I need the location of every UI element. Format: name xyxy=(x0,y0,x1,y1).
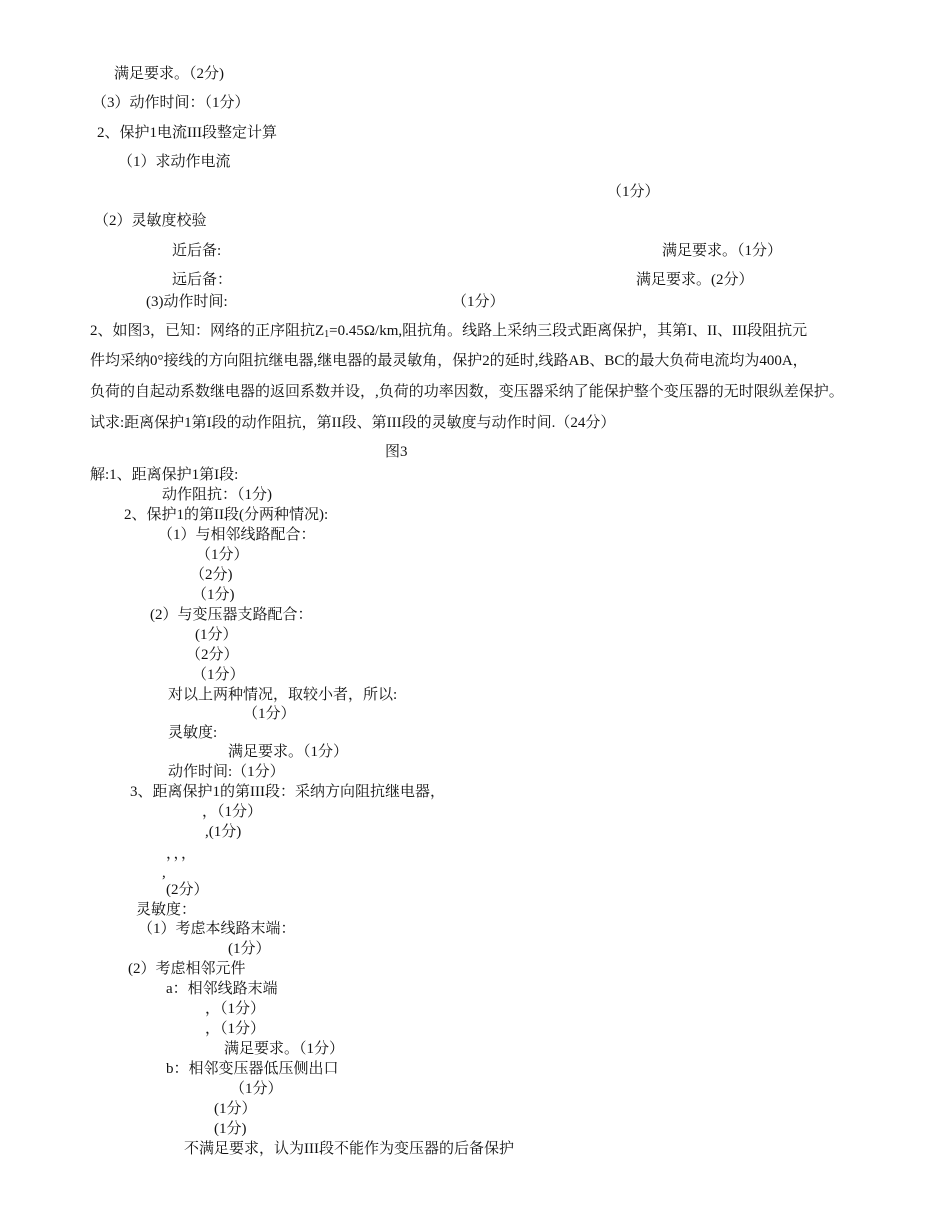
score-note: (1分) xyxy=(214,1121,247,1137)
solution-line: 3、距离保护1的第III段：采纳方向阻抗继电器， xyxy=(130,784,445,800)
score-note: (1分） xyxy=(228,941,271,957)
solution-line: ，，， xyxy=(166,846,197,862)
solution-line: b：相邻变压器低压侧出口 xyxy=(166,1061,339,1077)
solution-line: 灵敏度: xyxy=(168,725,218,741)
solution-line: (2）与变压器支路配合： xyxy=(150,607,313,623)
score-note: (2分） xyxy=(166,882,209,898)
score-note: ，（1分） xyxy=(205,1021,266,1037)
text-line: 远后备： xyxy=(172,272,233,288)
solution-line: a：相邻线路末端 xyxy=(166,981,278,997)
score-note: ，（1分） xyxy=(205,1001,266,1017)
text-line: （2）灵敏度校验 xyxy=(94,213,207,229)
score-note: ，（1分） xyxy=(202,804,263,820)
solution-line: 2、保护1的第II段(分两种情况): xyxy=(124,507,329,523)
score-note: ,(1分) xyxy=(205,824,242,840)
text-line: (3)动作时间: xyxy=(146,294,228,310)
score-note: （1分） xyxy=(230,1081,283,1097)
score-note: （1分) xyxy=(192,587,235,603)
solution-line: 对以上两种情况，取较小者，所以: xyxy=(168,687,398,703)
solution-line: 满足要求。（1分） xyxy=(224,1041,345,1057)
text-line: （1）求动作电流 xyxy=(118,154,231,170)
solution-line: , xyxy=(162,865,166,881)
figure-caption: 图3 xyxy=(385,444,408,460)
text-line: 近后备: xyxy=(172,243,222,259)
text-line: 满足要求。（2分) xyxy=(114,66,224,82)
score-note: （1分） xyxy=(607,184,660,200)
conclusion-line: 不满足要求，认为III段不能作为变压器的后备保护 xyxy=(184,1141,514,1157)
solution-line: （1）与相邻线路配合： xyxy=(158,527,316,543)
problem-paragraph: 试求:距离保护1第I段的动作阻抗，第II段、第III段的灵敏度与动作时间.（24分） xyxy=(90,415,616,431)
solution-line: （1）考虑本线路末端： xyxy=(138,921,296,937)
text-line: 满足要求。(2分） xyxy=(636,272,754,288)
solution-line: 灵敏度： xyxy=(136,902,197,918)
text-line: 满足要求。（1分） xyxy=(662,243,783,259)
text-line: （3）动作时间：（1分） xyxy=(92,95,250,111)
solution-line: 满足要求。（1分） xyxy=(228,744,349,760)
score-note: （1分） xyxy=(243,706,296,722)
problem-paragraph: 负荷的自起动系数继电器的返回系数并设，,负荷的功率因数，变压器采纳了能保护整个变压器的无时限纵差保护。 xyxy=(90,384,844,400)
score-note: （2分) xyxy=(190,567,233,583)
solution-line: 动作时间:（1分） xyxy=(168,764,285,780)
score-note: （1分） xyxy=(192,667,245,683)
score-note: (1分） xyxy=(214,1101,257,1117)
score-note: (1分） xyxy=(195,627,238,643)
solution-line: 动作阻抗：（1分) xyxy=(162,487,272,503)
problem-paragraph: 2、如图3，已知：网络的正序阻抗$Z_1=0.45\Omega/km$,阻抗角。线路上采纳三段式距离保护，其第I、II、III段阻抗元 xyxy=(90,323,808,340)
score-note: （1分） xyxy=(452,294,505,310)
score-note: （1分） xyxy=(196,547,249,563)
solution-line: (2）考虑相邻元件 xyxy=(128,961,246,977)
text-line: 2、保护1电流III段整定计算 xyxy=(97,125,277,141)
score-note: （2分） xyxy=(186,647,239,663)
problem-paragraph: 件均采纳0°接线的方向阻抗继电器,继电器的最灵敏角，保护2的延时,线路AB、BC的最大负荷电流均为400A， xyxy=(90,353,808,369)
solution-line: 解:1、距离保护1第I段: xyxy=(90,467,239,483)
